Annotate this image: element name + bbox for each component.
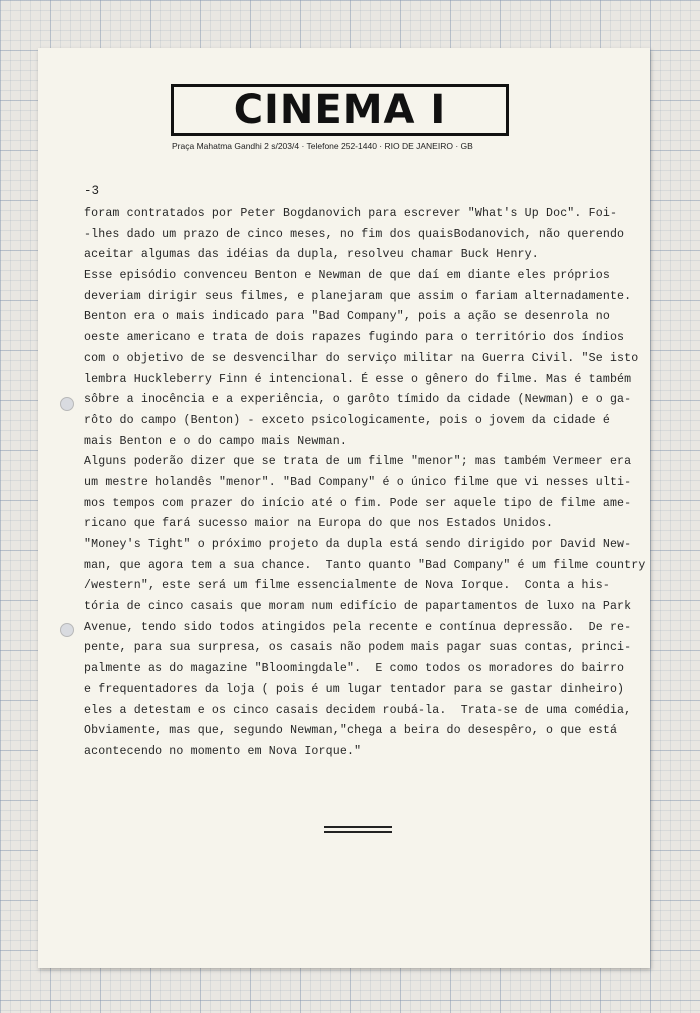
text-line: foram contratados por Peter Bogdanovich para escrever "What's Up Doc". Foi- (84, 207, 618, 220)
punch-hole-top (60, 397, 74, 411)
text-line: Obviamente, mas que, segundo Newman,"chega a beira do desespêro, o que está (84, 724, 618, 738)
text-line: sôbre a inocência e a experiência, o garôto tímido da cidade (Newman) e o ga- (84, 393, 632, 407)
text-line: -lhes dado um prazo de cinco meses, no fim dos quaisBodanovich, não querendo (84, 227, 625, 241)
text-line: oeste americano e trata de dois rapazes fugindo para o território dos índios (84, 331, 625, 345)
letterhead-logo (171, 84, 509, 136)
typed-body (84, 204, 645, 763)
text-line: aceitar algumas das idéias da dupla, resolveu chamar Buck Henry. (84, 248, 539, 262)
text-line: /western", este será um filme essencialmente de Nova Iorque. Conta a his- (84, 579, 610, 593)
letterhead-address: Praça Mahatma Gandhi 2 s/203/4 · Telefone 252-1440 · RIO DE JANEIRO · GB (172, 141, 473, 151)
text-line: deveriam dirigir seus filmes, e planejaram que assim o fariam alternadamente. (84, 289, 632, 303)
text-line: Alguns poderão dizer que se trata de um filme "menor"; mas também Vermeer era (84, 455, 632, 469)
logo-text: CINEMA I (233, 87, 447, 133)
text-line: palmente as do magazine "Bloomingdale". E como todos os moradores do bairro (84, 662, 625, 676)
page-number: -3 (84, 184, 100, 198)
text-line: eles a detestam e os cinco casais decidem roubá-la. Trata-se de uma comédia, (84, 703, 632, 717)
text-line: Esse episódio convenceu Benton e Newman de que daí em diante eles próprios (84, 269, 610, 283)
text-line: pente, para sua surpresa, os casais não podem mais pagar suas contas, princi- (84, 641, 632, 655)
text-line: Avenue, tendo sido todos atingidos pela recente e contínua depressão. De re- (84, 620, 632, 634)
text-line: e frequentadores da loja ( pois é um lugar tentador para se gastar dinheiro) (84, 682, 625, 696)
text-line: man, que agora tem a sua chance. Tanto quanto "Bad Company" é um filme country (84, 558, 646, 572)
text-line: um mestre holandês "menor". "Bad Company" é o único filme que vi nesses ulti- (84, 475, 632, 489)
text-line: rôto do campo (Benton) - exceto psicologicamente, pois o jovem da cidade é (84, 413, 610, 427)
text-line: ricano que fará sucesso maior na Europa do que nos Estados Unidos. (84, 517, 554, 531)
text-line: tória de cinco casais que moram num edifício de papartamentos de luxo na Park (84, 600, 632, 614)
punch-hole-bottom (60, 623, 74, 637)
text-line: acontecendo no momento em Nova Iorque." (84, 744, 362, 758)
text-line: lembra Huckleberry Finn é intencional. É esse o gênero do filme. Mas é também (84, 372, 632, 386)
text-line: Benton era o mais indicado para "Bad Company", pois a ação se desenrola no (84, 310, 610, 324)
end-of-text-mark (324, 826, 392, 836)
text-line: mais Benton e o do campo mais Newman. (84, 434, 347, 448)
document-page (38, 48, 650, 968)
text-line: com o objetivo de se desvencilhar do serviço militar na Guerra Civil. "Se isto (84, 351, 639, 365)
text-line: "Money's Tight" o próximo projeto da dupla está sendo dirigido por David New- (84, 538, 632, 551)
text-line: mos tempos com prazer do início até o fim. Pode ser aquele tipo de filme ame- (84, 496, 632, 510)
